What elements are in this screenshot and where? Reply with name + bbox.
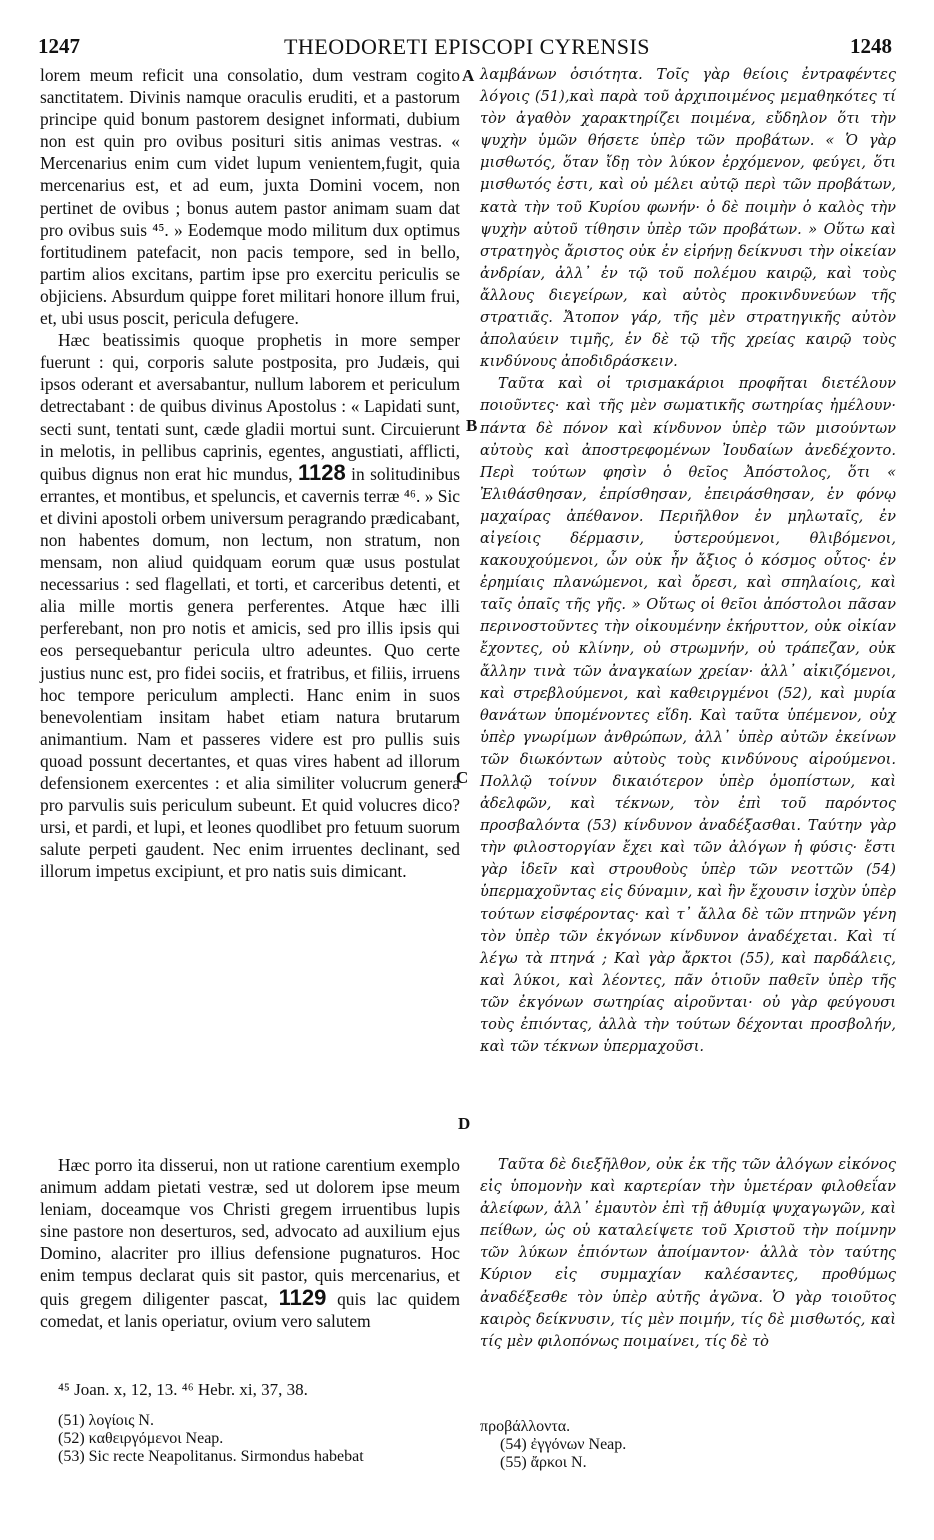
column-number-1129: 1129 (278, 1284, 327, 1310)
greek-column-lower (480, 1154, 896, 1353)
running-title: THEODORETI EPISCOPI CYRENSIS (283, 34, 651, 59)
latin-paragraph-3-cont: quis lac quidem comedat, et lanis operiatur, ovium vero salutem (40, 1288, 460, 1331)
greek-paragraph-3: Ταῦτα δὲ διεξῆλθον, οὐκ ἐκ τῆς τῶν ἀλόγων εἰκόνος εἰς ὑπομονὴν καὶ καρτερίαν τὴν ὑμετέραν φιλοθεΐαν ἀλείφων, ἀλλ᾽ ἐμαυτὸν ἐπὶ τῇ ἀθυμίᾳ ψυχαγωγῶν, καὶ πείθων, ὡς οὐ καταλείψετε τοῦ Χριστοῦ τὴν ποίμνην τῶν λύκων ἐπιόντων ἀποίμαντον· ἀλλὰ τὸν ταύτης Κύριον εἰς συμμαχίαν καλέσαντες, προθύμως ἀναδέξεσθε τὸν ὑπὲρ αὐτῆς ἀγῶνα. Ὁ γὰρ τοιοῦτος καιρὸς δείκνυσιν, τίς μὲν ποιμήν, τίς δὲ μισθωτός, καὶ τίς μὲν φιλοπόνως ποιμαίνει, τίς δὲ τὸ (480, 1156, 896, 1350)
latin-paragraph-2-cont: in solitudinibus errantes, et montibus, et speluncis, et cavernis terræ ⁴⁶. » Sic et divini apostoli orbem universum peragrando prædicabant, non habentes domum, non lectum, non stratum, non mensam, non aliud quidquam eorum quæ usus postulat necessarius : sed flagellati, et torti, et carceribus detenti, et alia mille mortis genera perferentes. Atque hæc illi perferebant, non pro notis et amicis, sed pro illis ipsis qui eos persequebantur pericula ultro adeuntes. Quo certe justius nunc est, pro fidei sociis, et fratribus, et filiis, irruens hoc tempore periculum amplecti. Hanc enim in suos benevolentiam insitam habet etiam natura brutarum animantium. Nam et passeres videre est pro pullis suis quoad possunt decertantes, et quas vires habent ad illorum defensionem exercentes : et alia similiter volucrum genera pro parvulis suis periculum subeunt. Et quid volucres dico? ursi, et pardi, et lupi, et leones quodlibet pro fetuum suorum salute perpeti gaudent. Nec enim irruentes declinant, sed illorum impetus excipiunt, et pro natis suis dimicant. (40, 463, 460, 882)
latin-paragraph-1: lorem meum reficit una consolatio, dum vestram cogito sanctitatem. Divinis namque oraculis eruditi, et a pastorum principe quid bonum pastorem designet informati, dubium non est quin pro ovibus posituri sitis animas vestras. « Mercenarius enim cum videt lupum venientem,fugit, quia mercenarius est, et ad eum, juxta Domini vocem, non pertinet de ovibus ; bonus autem pastor animam suam dat pro ovibus suis ⁴⁵. » Eodemque modo militum dux optimus fortitudinem patefacit, non pacis tempore, sed in bello, partim alios excitans, partim ipse pro exercitu periculis se objiciens. Absurdum quippe foret militari honore illum frui, et, ubi usus poscit, pericula defugere. (40, 65, 460, 329)
textual-note-52: (52) καθειργόμενοι Neap. (58, 1430, 224, 1447)
textual-note-55: (55) ἄρκοι N. (500, 1454, 587, 1471)
section-marker-a: A (462, 66, 475, 85)
section-marker-d: D (458, 1114, 471, 1133)
latin-column-lower (40, 1154, 460, 1332)
page-header (0, 26, 934, 66)
latin-paragraph-2 (40, 329, 460, 882)
section-marker-b: B (466, 416, 478, 435)
page-number-right: 1248 (850, 34, 892, 58)
greek-column-main (480, 64, 896, 1058)
greek-paragraph-2: Ταῦτα καὶ οἱ τρισμακάριοι προφῆται διετέλουν ποιοῦντες· καὶ τῆς μὲν σωματικῆς σωτηρίας ἠμέλουν· πάντα δὲ πόνον καὶ κίνδυνον ὑπὲρ τῶν μισούντων αὐτοὺς καὶ ἀποστρεφομένων Ἰουδαίων ἀνεδέχοντο. Περὶ τούτων φησὶν ὁ θεῖος Ἀπόστολος, ὅτι « Ἐλιθάσθησαν, ἐπρίσθησαν, ἐπειράσθησαν, ἐν φόνῳ μαχαίρας ἀπέθανον. Περιῆλθον ἐν μηλωταῖς, ἐν αἰγείοις δέρμασιν, ὑστερούμενοι, θλιβόμενοι, κακουχούμενοι, ὧν οὐκ ἦν ἄξιος ὁ κόσμος οὗτος· ἐν ἐρημίαις πλανώμενοι, καὶ ὄρεσι, καὶ σπηλαίοις, καὶ ταῖς ὀπαῖς τῆς γῆς. » Οὕτως οἱ θεῖοι ἀπόστολοι πᾶσαν περινοστοῦντες τὴν οἰκουμένην ἐκήρυττον, οὐκ οἰκίαν ἔχοντες, οὐ κλίνην, οὐ στρωμνήν, οὐ τράπεζαν, οὐκ ἄλλην τινὰ τῶν ἀναγκαίων χρείαν· ἀλλ᾽ αἰκιζόμενοι, καὶ στρεβλούμενοι, καὶ καθειργμένοι (52), καὶ μυρία θανάτων ὑπομένοντες εἴδη. Καὶ ταῦτα ὑπέμενον, οὐχ ὑπὲρ γνωρίμων ἀνθρώπων, ἀλλ᾽ ὑπὲρ αὐτῶν ἐκείνων τῶν διωκόντων αὐτοὺς τοὺς κινδύνους αἱρούμενοι. Πολλῷ τοίνυν δικαιότερον ὑπὲρ ὁμοπίστων, καὶ ἀδελφῶν, καὶ τέκνων, τὸν ἐπὶ τοῦ παρόντος προσβαλόντα (53) κίνδυνον ἀναδέξασθαι. Ταύτην γὰρ τὴν φιλοστοργίαν ἔχει καὶ τῶν ἀλόγων ἡ φύσις· ἔστι γὰρ ἰδεῖν καὶ στρουθοὺς ὑπὲρ τῶν νεοττῶν (54) ὑπερμαχοῦντας εἰς δύναμιν, καὶ ἣν ἔχουσιν ἰσχὺν ὑπὲρ τούτων εἰσφέροντας· καὶ τ᾽ ἄλλα δὲ τῶν πτηνῶν γένη τὸν ὑπὲρ τῶν ἐκγόνων κίνδυνον ἀναδέχεται. Καὶ τί λέγω τὰ πτηνά ; Καὶ γὰρ ἄρκτοι (55), καὶ παρδάλεις, καὶ λύκοι, καὶ λέοντες, πᾶν ὁτιοῦν παθεῖν ὑπὲρ τῆς τῶν ἐκγόνων σωτηρίας αἱροῦνται· οὐ γὰρ φεύγουσι τοὺς ἐπιόντας, ἀλλὰ τὴν τούτων δέχονται προσβολήν, καὶ τῶν τέκνων ὑπερμαχοῦσι. (480, 375, 896, 1056)
textual-note-51: (51) λογίοις N. (58, 1412, 154, 1429)
textual-notes-left (58, 1412, 364, 1466)
page-number-left: 1247 (38, 34, 80, 58)
column-number-1128: 1128 (298, 459, 346, 485)
textual-note-53-continuation: προβάλλοντα. (480, 1418, 571, 1435)
textual-note-53: (53) Sic recte Neapolitanus. Sirmondus habebat (58, 1448, 364, 1465)
textual-notes-right (480, 1418, 626, 1472)
textual-note-54: (54) ἐγγόνων Neap. (500, 1436, 627, 1453)
latin-paragraph-3 (40, 1154, 460, 1332)
latin-column-main (40, 64, 460, 882)
scripture-footnotes: ⁴⁵ Joan. x, 12, 13. ⁴⁶ Hebr. xi, 37, 38. (58, 1380, 308, 1399)
greek-paragraph-1: λαμβάνων ὁσιότητα. Τοῖς γὰρ θείοις ἐντραφέντες λόγοις (51),καὶ παρὰ τοῦ ἀρχιποιμένος μεμαθηκότες τί τὸν ἀγαθὸν χαρακτηρίζει ποιμένα, εὔδηλον ὅτι τὴν ψυχὴν ὑμῶν θήσετε ὑπὲρ τῶν προβάτων. « Ὁ γὰρ μισθωτός, ὅταν ἴδῃ τὸν λύκον ἐρχόμενον, φεύγει, ὅτι μισθωτός ἐστι, καὶ οὐ μέλει αὐτῷ περὶ τῶν προβάτων, κατὰ τὴν τοῦ Κυρίου φωνήν· ὁ δὲ ποιμὴν ὁ καλὸς τὴν ψυχὴν αὐτοῦ τίθησιν ὑπὲρ τῶν προβάτων. » Οὕτω καὶ στρατηγὸς ἄριστος οὐκ ἐν εἰρήνῃ δείκνυσι τὴν οἰκείαν ἀνδρίαν, ἀλλ᾽ ἐν τῷ τοῦ πολέμου καιρῷ, καὶ τοὺς ἄλλους διεγείρων, καὶ αὐτὸς προκινδυνεύων τῆς στρατιᾶς. Ἄτοπον γάρ, τῆς μὲν στρατηγικῆς αὐτὸν ἀπολαύειν τιμῆς, ἐν δὲ τῷ τῆς χρείας καιρῷ τοὺς κινδύνους ἀποδιδράσκειν. (480, 66, 896, 371)
latin-paragraph-2-text: Hæc beatissimis quoque prophetis in more semper fuerunt : qui, corporis salute postposita, pro Judæis, qui ipsos oderant et aversabantur, nullum laborem et periculum detrectabant : de quibus divinus Apostolus : « Lapidati sunt, secti sunt, tentati sunt, cæde gladii mortui sunt. Circuierunt in melotis, in pellibus caprinis, egentes, angustiati, afflicti, quibus dignus non erat hic mundus, (40, 330, 460, 484)
latin-paragraph-3-text: Hæc porro ita disserui, non ut ratione carentium exemplo animum addam pietati vestræ, sed ut dolorem ipse meum leniam, doceamque vos Christi gregem irruentibus lupis sine pastore non deserturos, sed, advocato ad auxilium ejus Domino, alacriter pro illius defensione pugnaturos. Hoc enim tempus declarat quis sit pastor, quis mercenarius, et quis gregem diligenter pascat, (40, 1155, 460, 1309)
section-marker-c: C (456, 768, 469, 787)
